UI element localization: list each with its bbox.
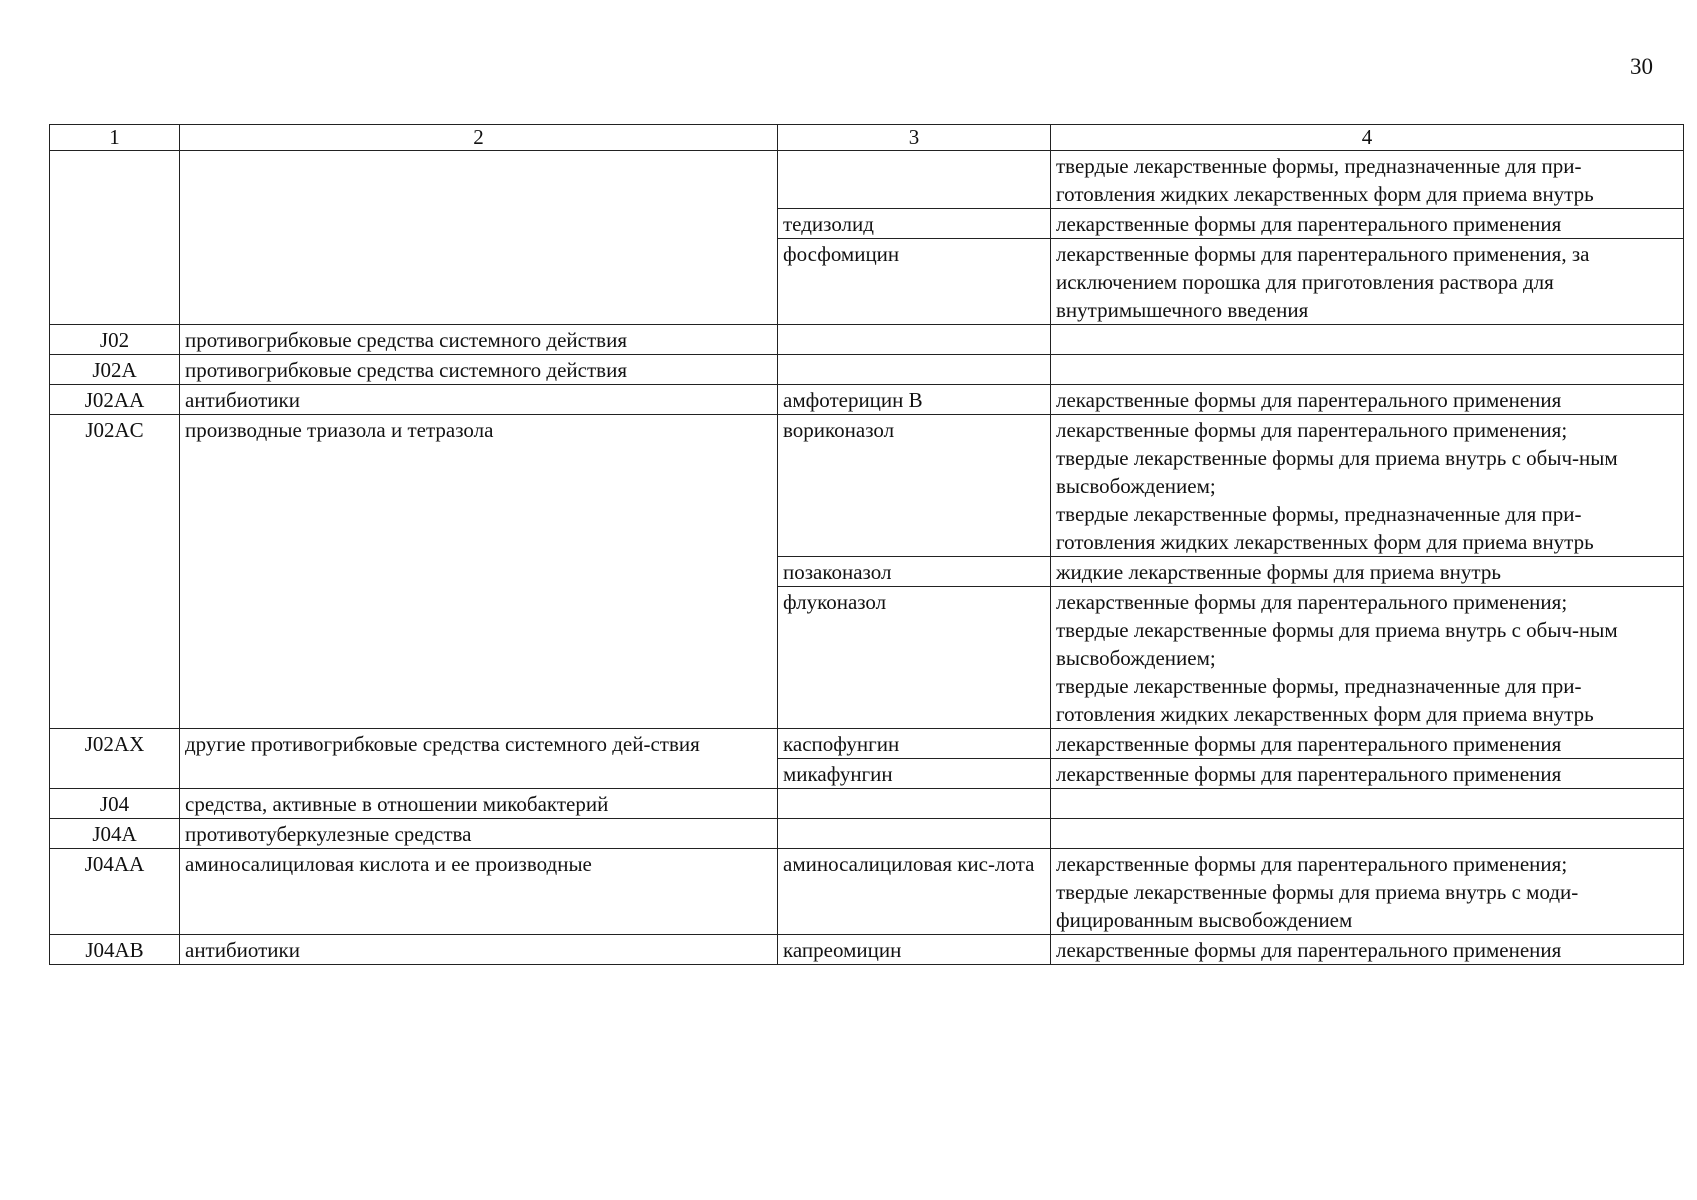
dosage-form-text: лекарственные формы для парентерального применения xyxy=(1056,212,1562,236)
drug-name-cell: капреомицин xyxy=(778,935,1051,965)
dosage-form-text: лекарственные формы для парентерального применения xyxy=(1056,388,1562,412)
dosage-forms-cell xyxy=(1051,415,1684,557)
group-name-cell: аминосалициловая кислота и ее производные xyxy=(180,849,778,935)
drug-name-cell xyxy=(778,151,1051,209)
table-row xyxy=(50,415,1684,557)
dosage-forms-cell xyxy=(1051,789,1684,819)
dosage-forms-cell xyxy=(1051,819,1684,849)
table-row xyxy=(50,935,1684,965)
dosage-form-text: твердые лекарственные формы для приема внутрь с обыч-ным высвобождением; xyxy=(1056,446,1618,498)
drug-name-cell xyxy=(778,325,1051,355)
atc-code-cell: J04 xyxy=(50,789,180,819)
dosage-form-text: твердые лекарственные формы для приема внутрь с обыч-ным высвобождением; xyxy=(1056,618,1618,670)
dosage-form-text: лекарственные формы для парентерального применения; xyxy=(1056,852,1568,876)
table-header xyxy=(50,125,1684,151)
atc-code-cell: J02AX xyxy=(50,729,180,789)
table-row xyxy=(50,355,1684,385)
dosage-forms-cell xyxy=(1051,557,1684,587)
atc-code-cell: J02 xyxy=(50,325,180,355)
dosage-forms-cell xyxy=(1051,935,1684,965)
table-row xyxy=(50,789,1684,819)
drug-name-cell: фосфомицин xyxy=(778,239,1051,325)
group-name-cell: антибиотики xyxy=(180,385,778,415)
atc-code-cell: J04AB xyxy=(50,935,180,965)
drug-name-cell: вориконазол xyxy=(778,415,1051,557)
group-name-cell: средства, активные в отношении микобактерий xyxy=(180,789,778,819)
dosage-form-text: жидкие лекарственные формы для приема внутрь xyxy=(1056,560,1501,584)
group-name-cell: производные триазола и тетразола xyxy=(180,415,778,729)
column-header-4: 4 xyxy=(1051,125,1684,151)
header-row xyxy=(50,125,1684,151)
table-body xyxy=(50,151,1684,965)
group-name-cell: противогрибковые средства системного действия xyxy=(180,355,778,385)
dosage-forms-cell xyxy=(1051,385,1684,415)
dosage-form-text: лекарственные формы для парентерального применения; xyxy=(1056,418,1568,442)
drug-name-cell: аминосалициловая кис-лота xyxy=(778,849,1051,935)
dosage-forms-cell xyxy=(1051,151,1684,209)
drug-name-cell: тедизолид xyxy=(778,209,1051,239)
dosage-forms-cell xyxy=(1051,849,1684,935)
dosage-forms-cell xyxy=(1051,325,1684,355)
group-name-cell: антибиотики xyxy=(180,935,778,965)
page-number: 30 xyxy=(1630,54,1653,79)
table-row xyxy=(50,325,1684,355)
group-name-cell xyxy=(180,151,778,325)
dosage-form-text: лекарственные формы для парентерального применения xyxy=(1056,762,1562,786)
dosage-form-text: лекарственные формы для парентерального применения; xyxy=(1056,590,1568,614)
dosage-forms-cell xyxy=(1051,587,1684,729)
dosage-form-text: твердые лекарственные формы, предназначенные для при-готовления жидких лекарственных форм для приема внутрь xyxy=(1056,674,1594,726)
dosage-form-text: твердые лекарственные формы, предназначенные для при-готовления жидких лекарственных форм для приема внутрь xyxy=(1056,154,1594,206)
dosage-forms-cell xyxy=(1051,759,1684,789)
dosage-form-text: твердые лекарственные формы для приема внутрь с моди-фицированным высвобождением xyxy=(1056,880,1579,932)
group-name-cell: противогрибковые средства системного действия xyxy=(180,325,778,355)
atc-code-cell: J04AA xyxy=(50,849,180,935)
drug-name-cell xyxy=(778,819,1051,849)
atc-code-cell: J02AA xyxy=(50,385,180,415)
drug-name-cell: амфотерицин B xyxy=(778,385,1051,415)
dosage-form-text: лекарственные формы для парентерального применения xyxy=(1056,732,1562,756)
drug-name-cell: каспофунгин xyxy=(778,729,1051,759)
table-row xyxy=(50,849,1684,935)
dosage-forms-cell xyxy=(1051,355,1684,385)
atc-code-cell xyxy=(50,151,180,325)
drug-name-cell: флуконазол xyxy=(778,587,1051,729)
dosage-forms-cell xyxy=(1051,209,1684,239)
atc-code-cell: J02AC xyxy=(50,415,180,729)
group-name-cell: противотуберкулезные средства xyxy=(180,819,778,849)
table-row xyxy=(50,729,1684,759)
dosage-forms-cell xyxy=(1051,239,1684,325)
medication-table xyxy=(49,124,1684,965)
drug-name-cell xyxy=(778,355,1051,385)
dosage-form-text: твердые лекарственные формы, предназначенные для при-готовления жидких лекарственных форм для приема внутрь xyxy=(1056,502,1594,554)
column-header-3: 3 xyxy=(778,125,1051,151)
drug-name-cell: микафунгин xyxy=(778,759,1051,789)
table-row xyxy=(50,819,1684,849)
drug-name-cell: позаконазол xyxy=(778,557,1051,587)
group-name-cell: другие противогрибковые средства системного дей-ствия xyxy=(180,729,778,789)
dosage-forms-cell xyxy=(1051,729,1684,759)
column-header-1: 1 xyxy=(50,125,180,151)
column-header-2: 2 xyxy=(180,125,778,151)
drug-name-cell xyxy=(778,789,1051,819)
table-row xyxy=(50,151,1684,209)
table-row xyxy=(50,385,1684,415)
atc-code-cell: J04A xyxy=(50,819,180,849)
dosage-form-text: лекарственные формы для парентерального применения xyxy=(1056,938,1562,962)
dosage-form-text: лекарственные формы для парентерального применения, за исключением порошка для приготовления раствора для внутримышечного введения xyxy=(1056,242,1590,322)
atc-code-cell: J02A xyxy=(50,355,180,385)
